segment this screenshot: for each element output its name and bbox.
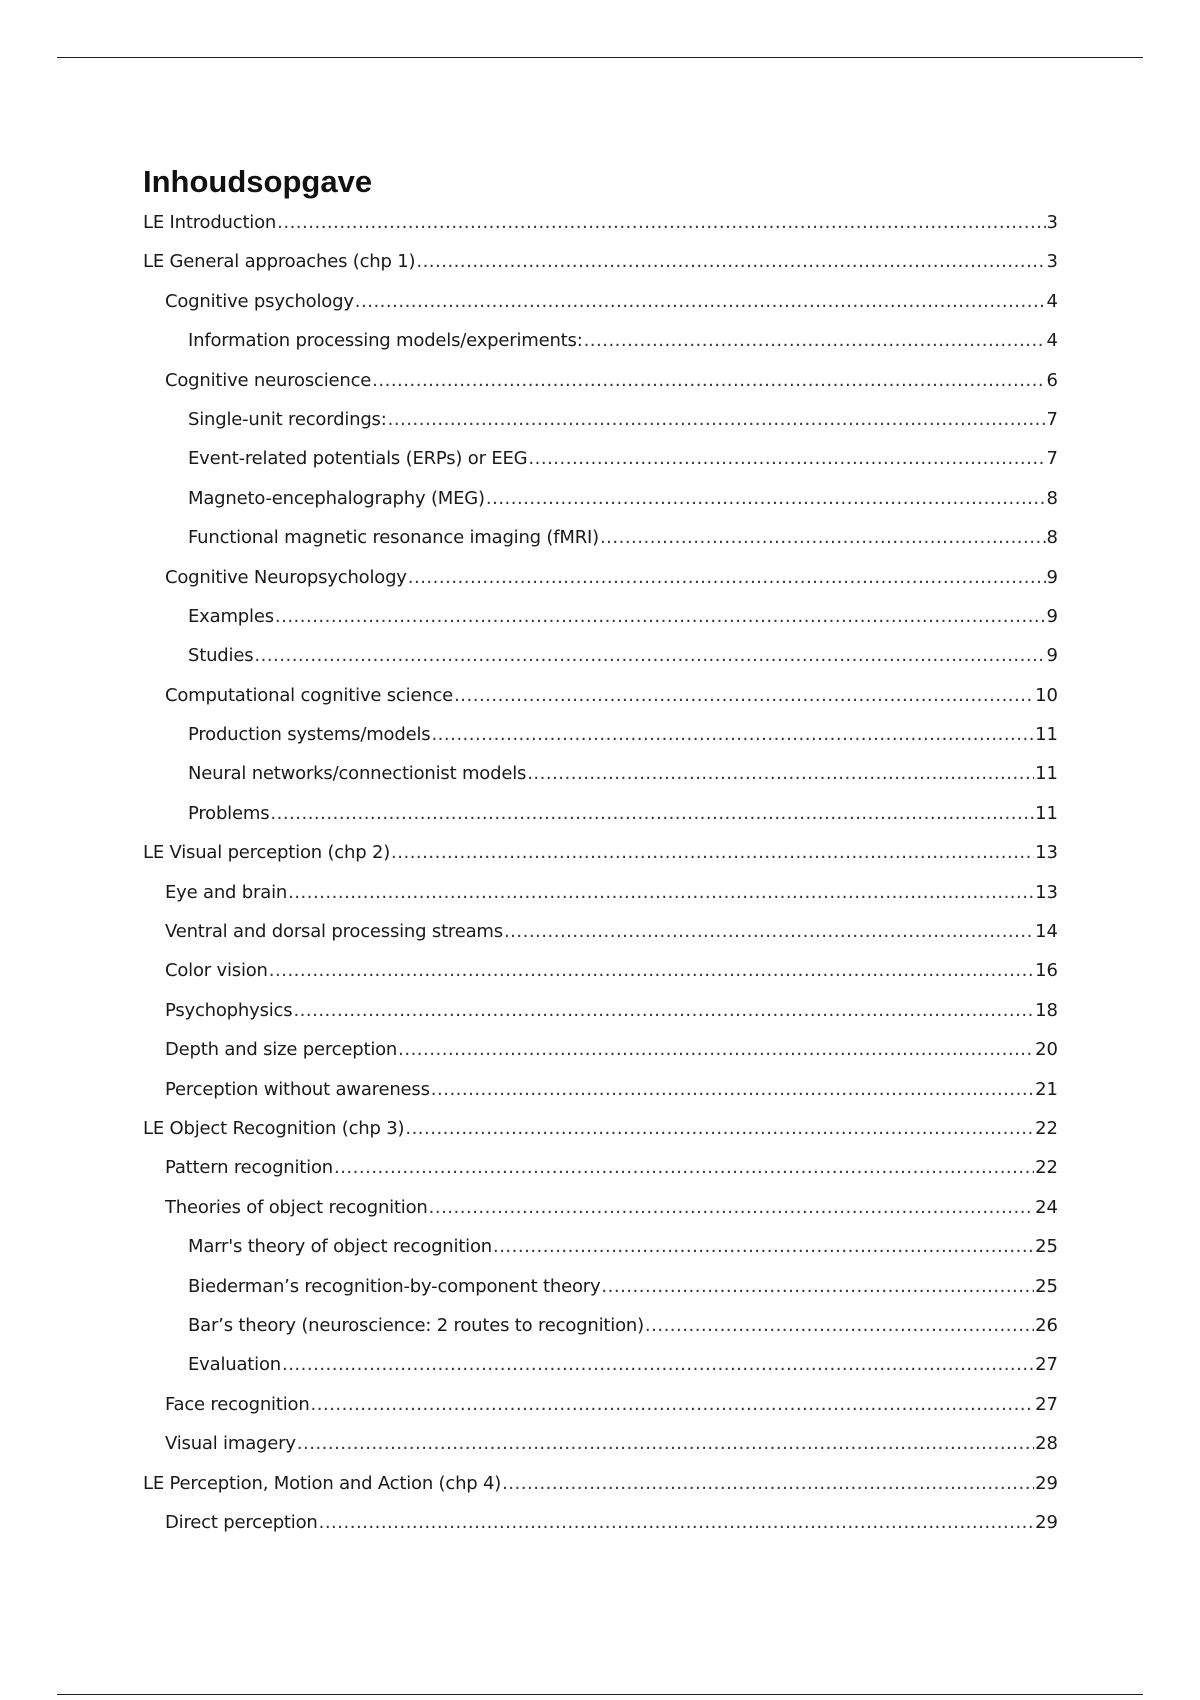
footer-rule bbox=[57, 1694, 1143, 1695]
toc-entry-page-number: 4 bbox=[1046, 290, 1058, 312]
toc-title: Inhoudsopgave bbox=[143, 164, 373, 199]
toc-entry-page-number: 3 bbox=[1046, 212, 1058, 233]
toc-entry[interactable] bbox=[143, 1276, 1058, 1315]
toc-entry-label: Functional magnetic resonance imaging (fMRI) bbox=[188, 527, 599, 549]
toc-entry[interactable] bbox=[143, 645, 1058, 684]
toc-dot-leader bbox=[372, 370, 1045, 391]
toc-entry[interactable] bbox=[143, 685, 1058, 724]
toc-entry-page-number: 9 bbox=[1046, 645, 1058, 667]
toc-entry-label: Direct perception bbox=[165, 1511, 318, 1533]
toc-entry-label: Bar’s theory (neuroscience: 2 routes to recognition) bbox=[188, 1314, 644, 1336]
toc-entry-page-number: 27 bbox=[1035, 1393, 1058, 1415]
toc-entry-page-number: 3 bbox=[1046, 251, 1058, 273]
toc-entry-label: LE Visual perception (chp 2) bbox=[143, 842, 391, 864]
toc-dot-leader bbox=[355, 291, 1046, 312]
toc-entry-label: Neural networks/connectionist models bbox=[188, 763, 527, 785]
toc-dot-leader bbox=[504, 921, 1034, 942]
toc-dot-leader bbox=[429, 1197, 1034, 1218]
toc-dot-leader bbox=[431, 724, 1034, 745]
toc-entry[interactable] bbox=[143, 606, 1058, 645]
toc-entry[interactable] bbox=[143, 212, 1058, 251]
toc-dot-leader bbox=[502, 1473, 1034, 1494]
toc-entry[interactable] bbox=[143, 1315, 1058, 1354]
toc-entry-page-number: 29 bbox=[1035, 1472, 1058, 1494]
toc-entry[interactable] bbox=[143, 921, 1058, 960]
toc-dot-leader bbox=[584, 330, 1046, 351]
toc-entry[interactable] bbox=[143, 960, 1058, 999]
toc-entry-page-number: 16 bbox=[1035, 960, 1058, 982]
toc-dot-leader bbox=[293, 1000, 1034, 1021]
toc-entry-page-number: 25 bbox=[1035, 1275, 1058, 1297]
toc-entry-page-number: 9 bbox=[1046, 566, 1058, 588]
toc-entry[interactable] bbox=[143, 448, 1058, 487]
toc-dot-leader bbox=[454, 685, 1034, 706]
toc-entry-label: Depth and size perception bbox=[165, 1039, 398, 1061]
toc-dot-leader bbox=[297, 1433, 1034, 1454]
toc-entry-label: Event-related potentials (ERPs) or EEG bbox=[188, 448, 528, 470]
toc-dot-leader bbox=[431, 1079, 1034, 1100]
toc-dot-leader bbox=[391, 842, 1034, 863]
toc-entry-page-number: 27 bbox=[1035, 1354, 1058, 1376]
toc-dot-leader bbox=[486, 488, 1046, 509]
toc-dot-leader bbox=[398, 1039, 1034, 1060]
toc-entry-page-number: 7 bbox=[1046, 448, 1058, 470]
toc-entry-page-number: 13 bbox=[1035, 842, 1058, 864]
toc-entry-label: LE Object Recognition (chp 3) bbox=[143, 1117, 405, 1139]
toc-entry[interactable] bbox=[143, 763, 1058, 802]
toc-entry[interactable] bbox=[143, 330, 1058, 369]
toc-entry-page-number: 22 bbox=[1035, 1157, 1058, 1179]
toc-entry-label: Studies bbox=[188, 645, 254, 667]
toc-entry[interactable] bbox=[143, 1197, 1058, 1236]
toc-entry-label: Information processing models/experiments: bbox=[188, 330, 583, 352]
toc-entry-label: Problems bbox=[188, 802, 270, 824]
toc-entry[interactable] bbox=[143, 1433, 1058, 1472]
toc-entry-label: Eye and brain bbox=[165, 881, 288, 903]
toc-entry[interactable] bbox=[143, 1473, 1058, 1512]
toc-entry[interactable] bbox=[143, 1157, 1058, 1196]
toc-entry-label: Color vision bbox=[165, 960, 268, 982]
toc-entry-label: Face recognition bbox=[165, 1393, 310, 1415]
toc-dot-leader bbox=[388, 409, 1046, 430]
toc-entry-label: Perception without awareness bbox=[165, 1078, 430, 1100]
toc-dot-leader bbox=[254, 645, 1045, 666]
toc-entry-label: Psychophysics bbox=[165, 999, 293, 1021]
toc-dot-leader bbox=[269, 960, 1034, 981]
toc-dot-leader bbox=[270, 803, 1034, 824]
toc-dot-leader bbox=[282, 1354, 1034, 1375]
toc-entry[interactable] bbox=[143, 882, 1058, 921]
toc-entry-page-number: 11 bbox=[1035, 763, 1058, 785]
toc-entry[interactable] bbox=[143, 527, 1058, 566]
toc-entry-page-number: 14 bbox=[1035, 921, 1058, 943]
toc-dot-leader bbox=[288, 882, 1034, 903]
toc-entry-label: LE General approaches (chp 1) bbox=[143, 251, 416, 273]
toc-dot-leader bbox=[528, 448, 1045, 469]
toc-entry-label: Production systems/models bbox=[188, 724, 431, 746]
toc-entry-page-number: 24 bbox=[1035, 1196, 1058, 1218]
toc-entry[interactable] bbox=[143, 1079, 1058, 1118]
toc-entry-label: Visual imagery bbox=[165, 1433, 296, 1455]
toc-entry-page-number: 4 bbox=[1046, 330, 1058, 352]
toc-entry-page-number: 13 bbox=[1035, 881, 1058, 903]
toc-entry-page-number: 6 bbox=[1046, 369, 1058, 391]
toc-entry-page-number: 29 bbox=[1035, 1511, 1058, 1533]
toc-dot-leader bbox=[601, 1276, 1034, 1297]
header-rule bbox=[57, 57, 1143, 58]
toc-entry-page-number: 21 bbox=[1035, 1078, 1058, 1100]
toc-dot-leader bbox=[408, 567, 1046, 588]
toc-entry-label: Single-unit recordings: bbox=[188, 408, 387, 430]
toc-entry-page-number: 11 bbox=[1035, 724, 1058, 746]
toc-entry[interactable] bbox=[143, 1512, 1058, 1551]
toc-entry-label: LE Introduction bbox=[143, 212, 277, 233]
toc-entry[interactable] bbox=[143, 409, 1058, 448]
toc-entry[interactable] bbox=[143, 291, 1058, 330]
toc-entry[interactable] bbox=[143, 1394, 1058, 1433]
toc-dot-leader bbox=[277, 212, 1045, 233]
toc-dot-leader bbox=[275, 606, 1046, 627]
toc-entry-page-number: 8 bbox=[1046, 527, 1058, 549]
toc-entry-label: Cognitive neuroscience bbox=[165, 369, 372, 391]
toc-entry-page-number: 7 bbox=[1046, 408, 1058, 430]
toc-dot-leader bbox=[405, 1118, 1034, 1139]
toc-dot-leader bbox=[600, 527, 1046, 548]
toc-dot-leader bbox=[334, 1157, 1034, 1178]
toc-entry-label: Evaluation bbox=[188, 1354, 281, 1376]
toc-entry[interactable] bbox=[143, 1354, 1058, 1393]
toc-dot-leader bbox=[527, 763, 1034, 784]
toc-entry-page-number: 26 bbox=[1035, 1314, 1058, 1336]
toc-entry[interactable] bbox=[143, 1000, 1058, 1039]
toc-entry[interactable] bbox=[143, 1039, 1058, 1078]
toc-list bbox=[143, 212, 1058, 1551]
toc-entry-page-number: 11 bbox=[1035, 802, 1058, 824]
toc-entry-page-number: 20 bbox=[1035, 1039, 1058, 1061]
toc-entry-page-number: 22 bbox=[1035, 1117, 1058, 1139]
toc-entry[interactable] bbox=[143, 803, 1058, 842]
toc-entry-label: Cognitive psychology bbox=[165, 290, 354, 312]
toc-entry-label: Magneto-encephalography (MEG) bbox=[188, 487, 485, 509]
toc-entry[interactable] bbox=[143, 567, 1058, 606]
toc-entry-label: Theories of object recognition bbox=[165, 1196, 428, 1218]
toc-dot-leader bbox=[645, 1315, 1034, 1336]
toc-entry-label: Ventral and dorsal processing streams bbox=[165, 921, 503, 943]
toc-entry-label: Computational cognitive science bbox=[165, 684, 454, 706]
toc-entry[interactable] bbox=[143, 724, 1058, 763]
toc-entry-page-number: 8 bbox=[1046, 487, 1058, 509]
toc-entry-label: Pattern recognition bbox=[165, 1157, 333, 1179]
toc-entry[interactable] bbox=[143, 251, 1058, 290]
toc-dot-leader bbox=[319, 1512, 1034, 1533]
toc-entry-page-number: 9 bbox=[1046, 605, 1058, 627]
toc-dot-leader bbox=[416, 251, 1045, 272]
toc-entry[interactable] bbox=[143, 370, 1058, 409]
toc-entry-label: Biederman’s recognition-by-component theory bbox=[188, 1275, 601, 1297]
toc-dot-leader bbox=[311, 1394, 1035, 1415]
toc-entry[interactable] bbox=[143, 1236, 1058, 1275]
toc-dot-leader bbox=[493, 1236, 1034, 1257]
toc-entry-label: Examples bbox=[188, 605, 274, 627]
toc-entry-page-number: 28 bbox=[1035, 1433, 1058, 1455]
toc-entry-page-number: 18 bbox=[1035, 999, 1058, 1021]
toc-entry-page-number: 10 bbox=[1035, 684, 1058, 706]
toc-entry[interactable] bbox=[143, 1118, 1058, 1157]
toc-entry-label: Cognitive Neuropsychology bbox=[165, 566, 407, 588]
toc-entry-label: LE Perception, Motion and Action (chp 4) bbox=[143, 1472, 502, 1494]
table-of-contents bbox=[143, 162, 1058, 1551]
toc-entry[interactable] bbox=[143, 842, 1058, 881]
toc-entry-page-number: 25 bbox=[1035, 1236, 1058, 1258]
toc-entry[interactable] bbox=[143, 488, 1058, 527]
toc-entry-label: Marr's theory of object recognition bbox=[188, 1236, 492, 1258]
